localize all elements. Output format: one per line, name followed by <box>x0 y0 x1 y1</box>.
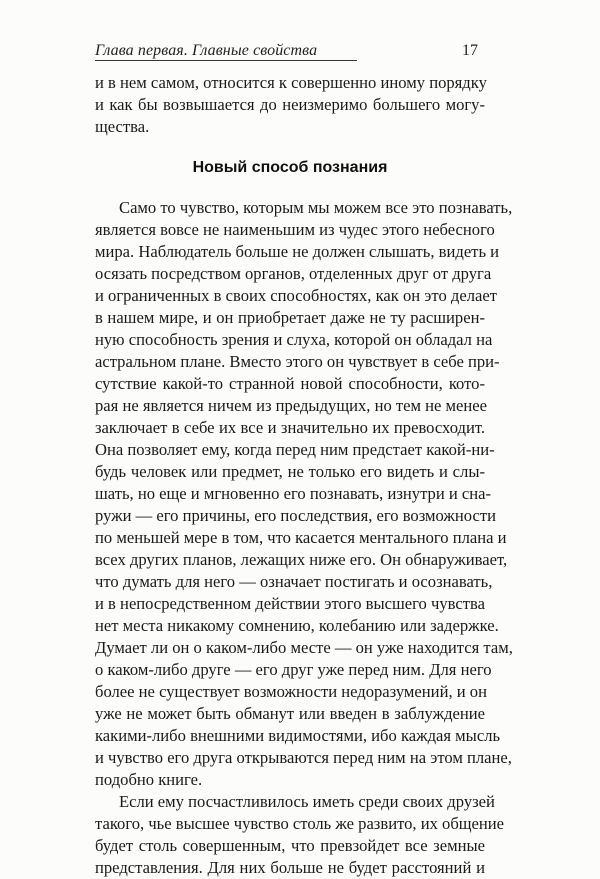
paragraph-2 <box>95 791 505 879</box>
text-line: что думать для него — означает постигать и осознавать, <box>95 572 493 591</box>
text-line: и чувство его друга открываются перед ним на этом плане, <box>95 748 512 767</box>
text-line: и как бы возвышается до неизмеримо большего могу- <box>95 95 485 114</box>
text-line: какими-либо внешними видимостями, ибо каждая мысль <box>95 726 501 745</box>
section-heading: Новый способ познания <box>192 159 388 176</box>
text-line: осязать посредством органов, отделенных друг от друга <box>95 264 492 283</box>
text-line: Она позволяет ему, когда перед ним предстает какой-ни- <box>95 440 495 459</box>
text-line: подобно книге. <box>95 770 203 789</box>
text-line: уже не может быть обманут или введен в заблуждение <box>95 704 485 723</box>
text-line: более не существует возможности недоразумений, и он <box>95 682 487 701</box>
text-line: такого, чье высшее чувство столь же развито, их общение <box>95 814 505 833</box>
page-number: 17 <box>462 42 478 59</box>
text-line: будет столь совершенным, что превзойдет все земные <box>95 836 485 855</box>
text-line: всех других планов, лежащих ниже его. Он обнаруживает, <box>95 550 508 569</box>
text-line: нет места никакому сомнению, колебанию или задержке. <box>95 616 499 635</box>
running-header <box>95 38 485 60</box>
text-line: Само то чувство, которым мы можем все это познавать, <box>119 198 513 217</box>
text-line: Думает ли он о каком-либо месте — он уже находится там, <box>95 638 513 657</box>
header-rule <box>95 60 357 61</box>
opening-paragraph <box>95 72 485 138</box>
text-line: ружи — его причины, его последствия, его возможности <box>95 506 496 525</box>
paragraph-1 <box>95 197 513 791</box>
text-line: и в нем самом, относится к совершенно иному порядку <box>95 73 487 92</box>
text-line: представления. Для них больше не будет расстояний и <box>95 858 485 877</box>
text-line: по меньшей мере в том, что касается ментального плана и <box>95 528 507 547</box>
text-line: щества. <box>95 117 150 136</box>
text-line: будь человек или предмет, не только его видеть и слы- <box>95 462 485 481</box>
text-line: является вовсе не наименьшим из чудес этого небесного <box>95 220 495 239</box>
text-line: астральном плане. Вместо этого он чувствует в себе при- <box>95 352 500 371</box>
text-line: и в непосредственном действии этого высшего чувства <box>95 594 485 613</box>
text-line: рая не является ничем из предыдущих, но тем не менее <box>95 396 488 415</box>
text-line: ную способность зрения и слуха, которой он обладал на <box>95 330 493 349</box>
page-body <box>95 72 513 879</box>
text-line: в нашем мире, и он приобретает даже не ту расширен- <box>95 308 485 327</box>
chapter-title: Глава первая. Главные свойства <box>95 42 318 59</box>
text-line: шать, но еще и мгновенно его познавать, изнутри и сна- <box>95 484 492 503</box>
text-line: Если ему посчастливилось иметь среди своих друзей <box>119 792 495 811</box>
text-line: и ограниченных в своих способностях, как он это делает <box>95 286 497 305</box>
text-line: о каком-либо друге — его друг уже перед ним. Для него <box>95 660 492 679</box>
text-line: сутствие какой-то странной новой способности, кото- <box>95 374 485 393</box>
text-line: мира. Наблюдатель больше не должен слышать, видеть и <box>95 242 500 261</box>
text-line: заключает в себе их все и значительно их превосходит. <box>95 418 485 437</box>
